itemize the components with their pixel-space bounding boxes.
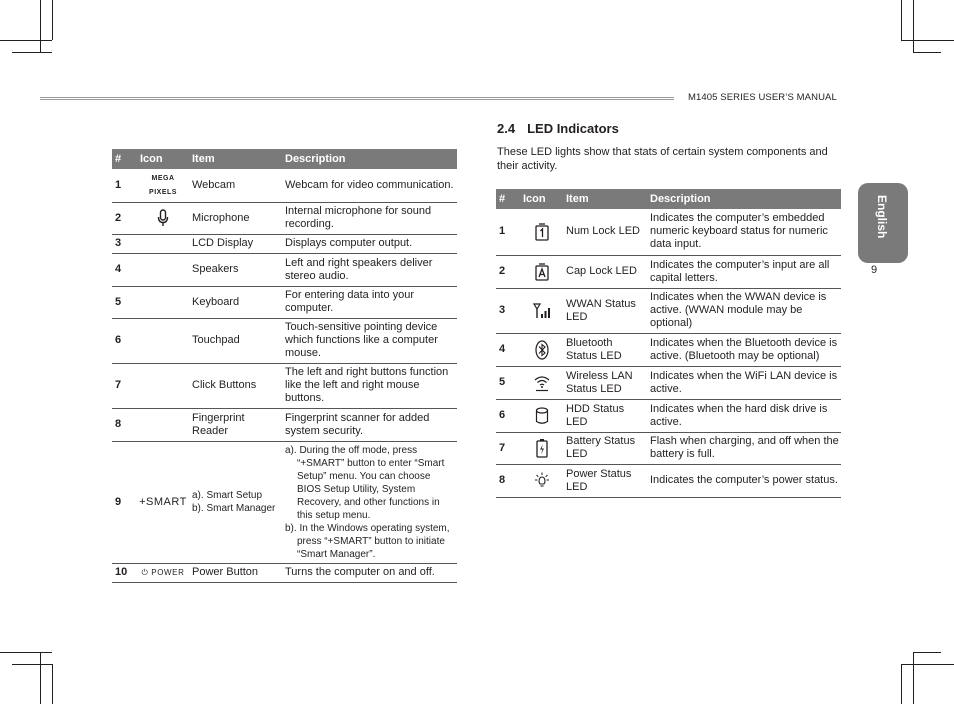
description-cell: Indicates when the hard disk drive is active. [647, 399, 841, 432]
crop-mark [12, 52, 52, 53]
megapixels-icon [137, 169, 189, 202]
table-row [496, 209, 841, 255]
description-cell: Touch-sensitive pointing device which functions like a computer mouse. [282, 318, 457, 363]
description-cell: The left and right buttons function like the left and right mouse buttons. [282, 363, 457, 408]
manual-title: M1405 SERIES USER’S MANUAL [688, 92, 837, 103]
row-number: 4 [496, 333, 520, 366]
empty-icon-cell [137, 408, 189, 441]
table-row [112, 253, 457, 286]
item-cell [189, 441, 282, 563]
caps-lock-icon [520, 255, 563, 288]
item-cell: Power Button [189, 563, 282, 582]
crop-mark [40, 0, 41, 52]
crop-mark [913, 52, 941, 53]
item-cell: Touchpad [189, 318, 282, 363]
crop-mark [40, 652, 41, 704]
col-header-icon: Icon [520, 189, 563, 209]
power-status-icon [520, 464, 563, 497]
description-cell: For entering data into your computer. [282, 286, 457, 318]
item-cell: LCD Display [189, 234, 282, 253]
col-header-item: Item [189, 149, 282, 169]
item-cell: Wireless LAN Status LED [563, 366, 647, 399]
crop-mark [12, 664, 52, 665]
crop-mark [901, 0, 902, 40]
description-cell: Displays computer output. [282, 234, 457, 253]
item-cell: Power Status LED [563, 464, 647, 497]
col-header-num: # [112, 149, 137, 169]
row-number: 5 [496, 366, 520, 399]
table-row [496, 366, 841, 399]
row-number: 7 [496, 432, 520, 464]
row-number: 3 [496, 288, 520, 333]
description-cell: Indicates when the Bluetooth device is active. (Bluetooth may be optional) [647, 333, 841, 366]
row-number: 8 [112, 408, 137, 441]
col-header-icon: Icon [137, 149, 189, 169]
table-row [496, 333, 841, 366]
led-table [496, 189, 841, 498]
crop-mark [901, 664, 954, 665]
crop-mark [901, 664, 902, 704]
table-row [112, 169, 457, 202]
row-number: 10 [112, 563, 137, 582]
table-row [496, 288, 841, 333]
item-cell: Num Lock LED [563, 209, 647, 255]
smart-icon [137, 441, 189, 563]
description-cell: Indicates the computer’s embedded numeric keyboard status for numeric data input. [647, 209, 841, 255]
description-cell: Fingerprint scanner for added system security. [282, 408, 457, 441]
description-cell: Webcam for video communication. [282, 169, 457, 202]
wwan-icon [520, 288, 563, 333]
component-table [112, 149, 457, 583]
item-cell: Webcam [189, 169, 282, 202]
table-row [112, 563, 457, 582]
table-row [496, 255, 841, 288]
crop-mark [913, 652, 914, 704]
table-row [112, 408, 457, 441]
smart-icon-label: +SMART [139, 495, 187, 508]
description-cell [282, 441, 457, 563]
row-number: 9 [112, 441, 137, 563]
item-cell: Battery Status LED [563, 432, 647, 464]
table-header-row [112, 149, 457, 169]
table-header-row [496, 189, 841, 209]
item-cell: Keyboard [189, 286, 282, 318]
description-cell: Indicates when the WiFi LAN device is active. [647, 366, 841, 399]
bluetooth-icon [520, 333, 563, 366]
crop-mark [913, 652, 941, 653]
crop-mark [52, 0, 53, 40]
row-number: 6 [112, 318, 137, 363]
table-row [112, 234, 457, 253]
item-cell: Bluetooth Status LED [563, 333, 647, 366]
description-sub-b: b). In the Windows operating system, press “+SMART” button to initiate “Smart Manager”. [285, 522, 450, 560]
crop-mark [0, 40, 52, 41]
row-number: 1 [112, 169, 137, 202]
wifi-icon [520, 366, 563, 399]
section-title [497, 121, 619, 136]
col-header-item: Item [563, 189, 647, 209]
crop-mark [52, 664, 53, 704]
description-cell: Left and right speakers deliver stereo audio. [282, 253, 457, 286]
page-number: 9 [871, 264, 878, 276]
row-number: 2 [112, 202, 137, 234]
col-header-description: Description [282, 149, 457, 169]
empty-icon-cell [137, 286, 189, 318]
description-sub-a: a). During the off mode, press “+SMART” button to enter “Smart Setup” menu. You can choose BIOS Setup Utility, System Recovery, and other functions in this setup menu. [285, 444, 445, 521]
table-row [112, 286, 457, 318]
description-cell: Indicates when the WWAN device is active. (WWAN module may be optional) [647, 288, 841, 333]
row-number: 8 [496, 464, 520, 497]
row-number: 3 [112, 234, 137, 253]
power-icon-label: POWER [151, 568, 185, 577]
battery-icon [520, 432, 563, 464]
row-number: 5 [112, 286, 137, 318]
description-cell: Flash when charging, and off when the battery is full. [647, 432, 841, 464]
item-sub-a: a). Smart Setup [192, 490, 263, 501]
item-cell: HDD Status LED [563, 399, 647, 432]
description-cell: Indicates the computer’s power status. [647, 464, 841, 497]
section-number: 2.4 [497, 121, 516, 136]
crop-mark [0, 652, 52, 653]
empty-icon-cell [137, 234, 189, 253]
table-row [112, 363, 457, 408]
table-row [496, 464, 841, 497]
col-header-num: # [496, 189, 520, 209]
description-cell: Turns the computer on and off. [282, 563, 457, 582]
item-cell: WWAN Status LED [563, 288, 647, 333]
num-lock-icon [520, 209, 563, 255]
table-row [112, 202, 457, 234]
item-cell: Fingerprint Reader [189, 408, 282, 441]
description-cell: Indicates the computer’s input are all capital letters. [647, 255, 841, 288]
hdd-icon [520, 399, 563, 432]
empty-icon-cell [137, 363, 189, 408]
section-intro: These LED lights show that stats of certain system components and their activity. [497, 146, 828, 172]
item-cell: Microphone [189, 202, 282, 234]
row-number: 1 [496, 209, 520, 255]
table-row [112, 441, 457, 563]
col-header-description: Description [647, 189, 841, 209]
header-rule [40, 97, 674, 101]
empty-icon-cell [137, 318, 189, 363]
crop-mark [901, 40, 954, 41]
row-number: 4 [112, 253, 137, 286]
item-cell: Speakers [189, 253, 282, 286]
empty-icon-cell [137, 253, 189, 286]
description-cell: Internal microphone for sound recording. [282, 202, 457, 234]
crop-mark [913, 0, 914, 52]
item-cell: Cap Lock LED [563, 255, 647, 288]
power-icon: ⏻ POWER [137, 563, 189, 582]
row-number: 7 [112, 363, 137, 408]
section-title-text: LED Indicators [527, 121, 619, 136]
row-number: 2 [496, 255, 520, 288]
table-row [496, 432, 841, 464]
table-row [496, 399, 841, 432]
row-number: 6 [496, 399, 520, 432]
item-sub-b: b). Smart Manager [192, 503, 276, 514]
microphone-icon [137, 202, 189, 234]
item-cell: Click Buttons [189, 363, 282, 408]
table-row [112, 318, 457, 363]
language-tab-label: English [875, 195, 889, 239]
megapixels-icon-label: MEGA PIXELS [149, 175, 177, 197]
